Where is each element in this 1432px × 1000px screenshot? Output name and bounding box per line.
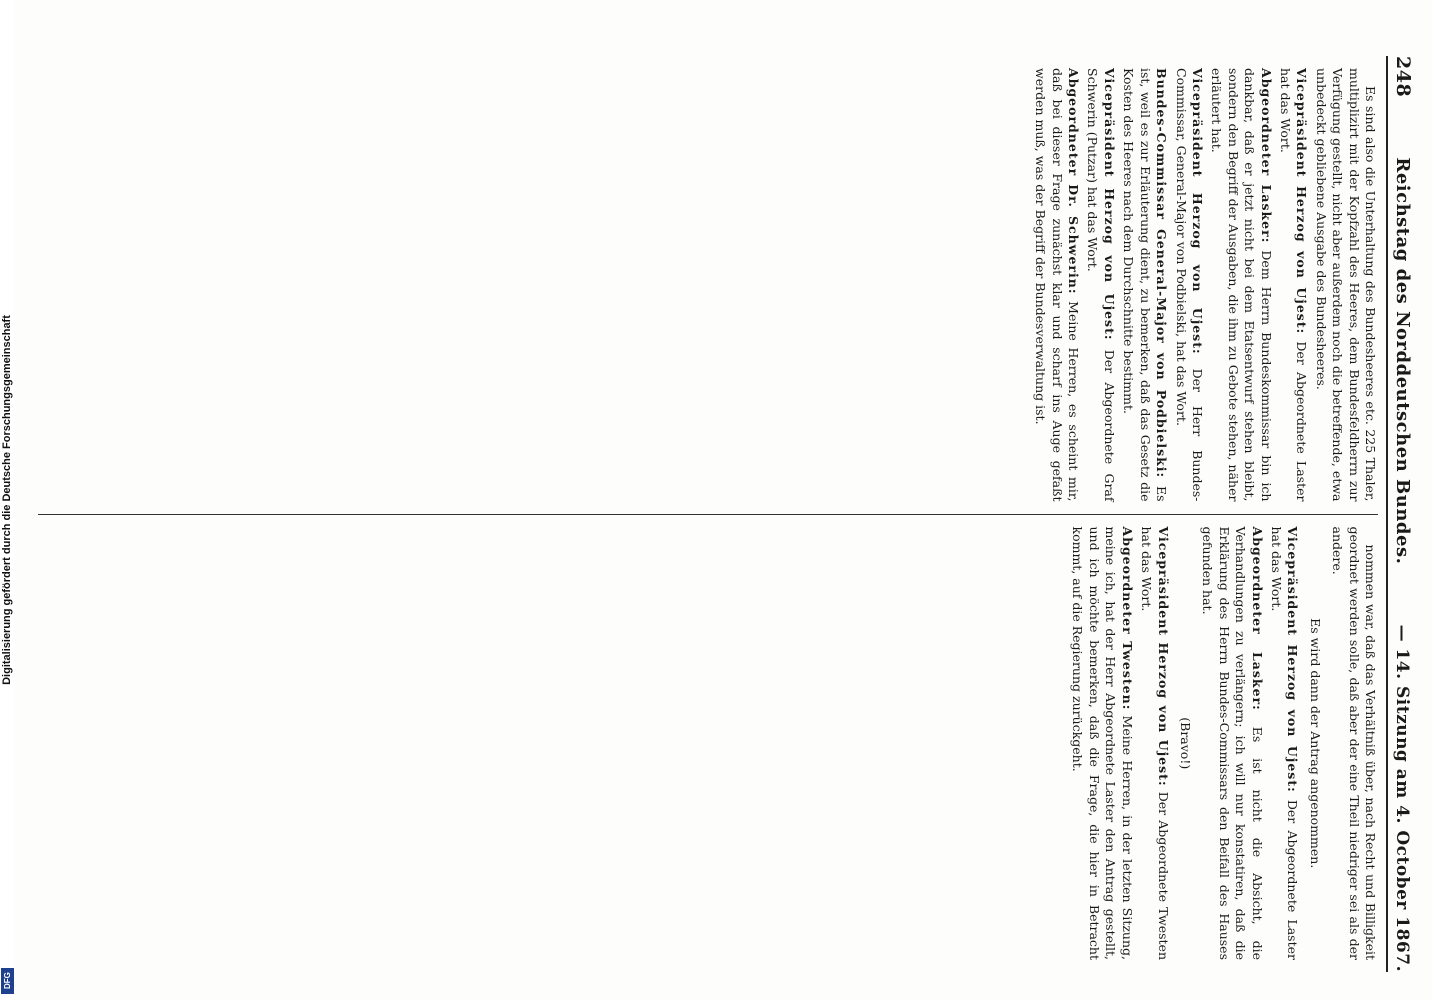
speech-text: Es ist, weil es zur Erläuterung dient, zu bemerken, daß das Gesetz die Kosten des Heeres nach dem Durchschnitte bestimmt. (1121, 68, 1170, 502)
speech-text: Dem Herrn Bundeskommissar bin ich dankbar, daß er jetzt nicht bei dem Etatsentwurf stehen bleibt, sondern den Begriff der Ausgaben, die ihm zu Gebote stehen, näher erläutert hat. (1209, 68, 1274, 502)
speech-text: Meine Herren, es scheint mir, daß bei dieser Frage zunächst klar und scharf ins Auge gefaßt werden muß, was der Begriff der Bundesverwaltung ist. (1033, 68, 1082, 502)
dfg-logo-icon: DFG (1, 968, 14, 994)
speech-paragraph (1120, 68, 1169, 502)
body-paragraph: nommen war, daß das Verhältniß über, nach Recht und Billigkeit geordnet werden solle, daß aber der eine Theil niedriger sei als der andere. (1330, 526, 1378, 960)
speech-paragraph (1208, 68, 1274, 502)
speech-paragraph (1084, 68, 1117, 502)
speech-text: Es ist nicht die Absicht, die Verhandlungen zu verlängern; ich will nur konstatiren, daß die Erklärung des Herrn Bundes-Commissars den Beifall des Hauses gefunden hat. (1200, 526, 1265, 960)
left-column (38, 56, 1378, 514)
center-note: (Bravo!) (1177, 717, 1193, 770)
credit-strip (0, 0, 14, 1000)
speaker-name: Abgeordneter Dr. Schwerin: (1066, 68, 1082, 295)
text-columns (38, 56, 1378, 972)
right-column (38, 514, 1378, 973)
speaker-name: Vicepräsident Herzog von Ujest: (1285, 526, 1301, 793)
speaker-name: Vicepräsident Herzog von Ujest: (1294, 68, 1310, 335)
speech-text: Der Abgeordnete Laster hat das Wort. (1277, 68, 1310, 502)
speaker-name: Vicepräsident Herzog von Ujest: (1101, 68, 1117, 341)
page-header (1386, 56, 1414, 972)
speaker-name: Bundes-Commissar General-Major von Podbielski: (1154, 68, 1170, 479)
speech-paragraph (1268, 527, 1301, 961)
page-title: Reichstag des Norddeutschen Bundes. (1392, 157, 1413, 565)
speaker-name: Abgeordneter Lasker: (1258, 68, 1274, 244)
speech-paragraph (1032, 68, 1081, 502)
body-paragraph: Es sind also die Unterhaltung des Bundesheeres etc. 225 Thaler, multiplizirt mit der Kopfzahl des Heeres, dem Bundesfeldherrn zur Verfügung gestellt, nicht aber außerdem noch die betreffende, etwa unbedeckt gebliebene Ausgabe des Bundesheeres. (1313, 68, 1378, 502)
speech-text: Meine Herren, in der letzten Sitzung, meine ich, hat der Herr Abgeordnete Laster den Antrag gestellt, und ich möchte bemerken, daß die Frage, die hier in Betracht kommt, auf die Regierung zurückgeht. (1070, 526, 1135, 960)
page-number: 248 (1392, 56, 1414, 98)
speech-text: Der Abgeordnete Graf Schwerin (Putzar) hat das Wort. (1085, 68, 1117, 502)
session-info: — 14. Sitzung am 4. October 1867. (1392, 624, 1412, 972)
speaker-name: Vicepräsident Herzog von Ujest: (1155, 526, 1171, 787)
speech-text: Der Herr Bundes-Commissar, General-Major von Podbielski, hat das Wort. (1173, 68, 1205, 502)
speaker-name: Vicepräsident Herzog von Ujest: (1189, 68, 1205, 355)
funding-credit: Digitalisierung gefördert durch die Deutsche Forschungsgemeinschaft (1, 315, 13, 685)
speech-paragraph (1138, 527, 1171, 961)
center-note: Es wird dann der Antrag angenommen. (1307, 618, 1323, 869)
speech-paragraph (1277, 68, 1310, 502)
speech-text: Der Abgeordnete Laster hat das Wort. (1268, 526, 1301, 960)
speech-paragraph (1172, 68, 1205, 502)
speech-text: Der Abgeordnete Twesten hat das Wort. (1139, 526, 1171, 960)
speaker-name: Abgeordneter Twesten: (1119, 526, 1135, 711)
speaker-name: Abgeordneter Lasker: (1249, 526, 1265, 711)
speech-paragraph (1069, 527, 1135, 961)
speech-paragraph (1199, 527, 1265, 961)
